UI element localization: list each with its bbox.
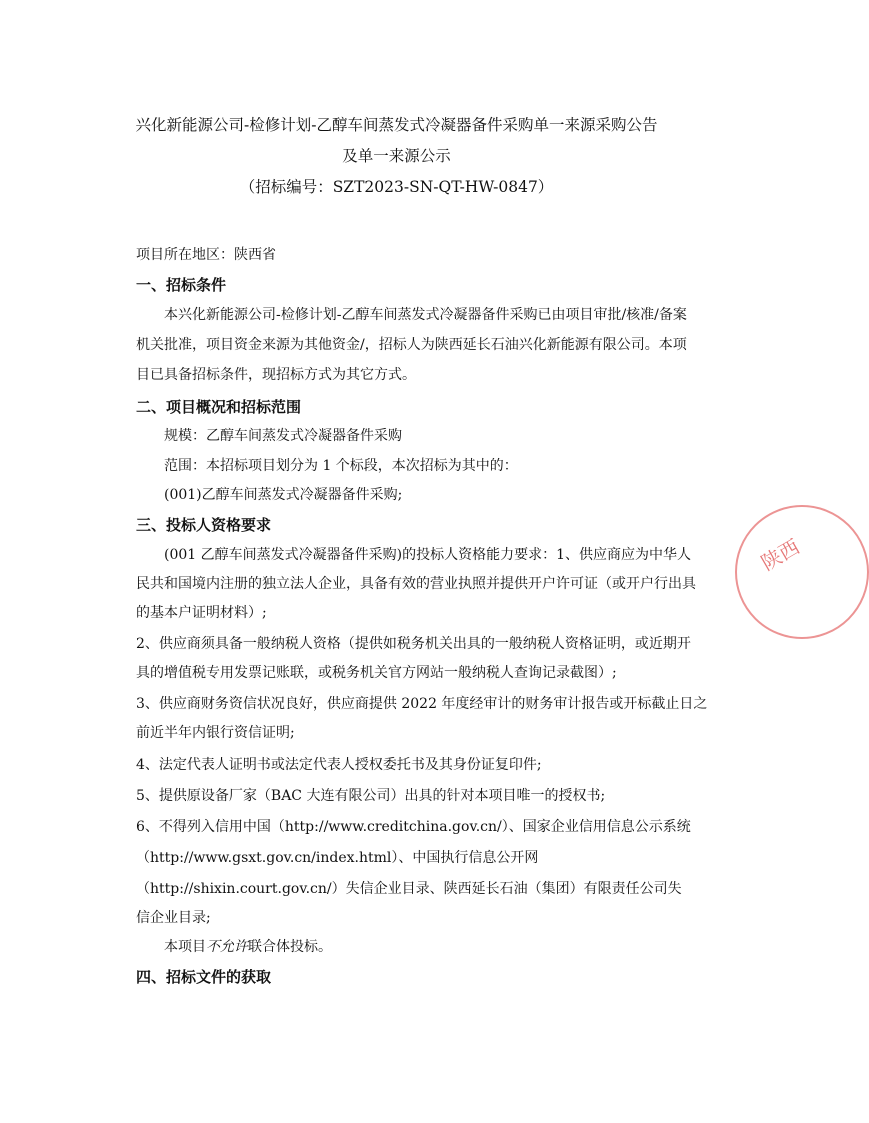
consortium-note: [164, 937, 332, 957]
section1-paragraph-line: 机关批准，项目资金来源为其他资金/，招标人为陕西延长石油兴化新能源有限公司。本项: [136, 337, 687, 353]
section1-paragraph-line: 本兴化新能源公司-检修计划-乙醇车间蒸发式冷凝器备件采购已由项目审批/核准/备案: [164, 307, 687, 323]
official-seal-text: 陕西: [757, 534, 804, 576]
section3-heading: 三、投标人资格要求: [136, 516, 272, 534]
section3-line: 具的增值税专用发票记账联，或税务机关官方网站一般纳税人查询记录截图）;: [136, 665, 617, 681]
section4-heading: 四、招标文件的获取: [136, 968, 272, 986]
section3-line: 前近半年内银行资信证明;: [136, 725, 295, 741]
document-title-line2: 及单一来源公示: [342, 147, 451, 165]
section1-paragraph-line: 目已具备招标条件，现招标方式为其它方式。: [136, 367, 416, 383]
consortium-note-suffix: 联合体投标。: [248, 939, 332, 955]
section3-line: 2、供应商须具备一般纳税人资格（提供如税务机关出具的一般纳税人资格证明，或近期开: [136, 636, 691, 652]
section2-lot: (001)乙醇车间蒸发式冷凝器备件采购;: [164, 487, 403, 503]
consortium-note-prefix: 本项目: [164, 939, 206, 955]
section3-line: 4、法定代表人证明书或法定代表人授权委托书及其身份证复印件;: [136, 757, 542, 773]
project-region: 项目所在地区：陕西省: [136, 247, 276, 263]
consortium-note-emphasis: 不允许: [206, 939, 248, 955]
section1-heading: 一、招标条件: [136, 276, 227, 294]
document-tender-code: （招标编号：SZT2023-SN-QT-HW-0847）: [239, 178, 554, 196]
section3-line: （http://www.gsxt.gov.cn/index.html）、中国执行信息公开网: [136, 850, 539, 866]
section3-line: 3、供应商财务资信状况良好，供应商提供 2022 年度经审计的财务审计报告或开标截止日之: [136, 696, 708, 712]
section3-line: (001 乙醇车间蒸发式冷凝器备件采购)的投标人资格能力要求：1、供应商应为中华人: [164, 547, 692, 563]
official-seal-stamp: [735, 505, 869, 639]
section3-line: 5、提供原设备厂家（BAC 大连有限公司）出具的针对本项目唯一的授权书;: [136, 788, 606, 804]
section3-line: 的基本户证明材料）;: [136, 605, 267, 621]
section3-line: （http://shixin.court.gov.cn/）失信企业目录、陕西延长石油（集团）有限责任公司失: [136, 881, 682, 897]
section2-heading: 二、项目概况和招标范围: [136, 398, 302, 416]
document-title-line1: 兴化新能源公司-检修计划-乙醇车间蒸发式冷凝器备件采购单一来源采购公告: [135, 116, 658, 134]
section3-line: 信企业目录;: [136, 910, 211, 926]
section3-line: 民共和国境内注册的独立法人企业，具备有效的营业执照并提供开户许可证（或开户行出具: [136, 576, 696, 592]
section2-scope: 范围：本招标项目划分为 1 个标段，本次招标为其中的：: [164, 458, 518, 474]
section3-line: 6、不得列入信用中国（http://www.creditchina.gov.cn/）、国家企业信用信息公示系统: [136, 819, 691, 835]
section2-scale: 规模：乙醇车间蒸发式冷凝器备件采购: [164, 428, 402, 444]
